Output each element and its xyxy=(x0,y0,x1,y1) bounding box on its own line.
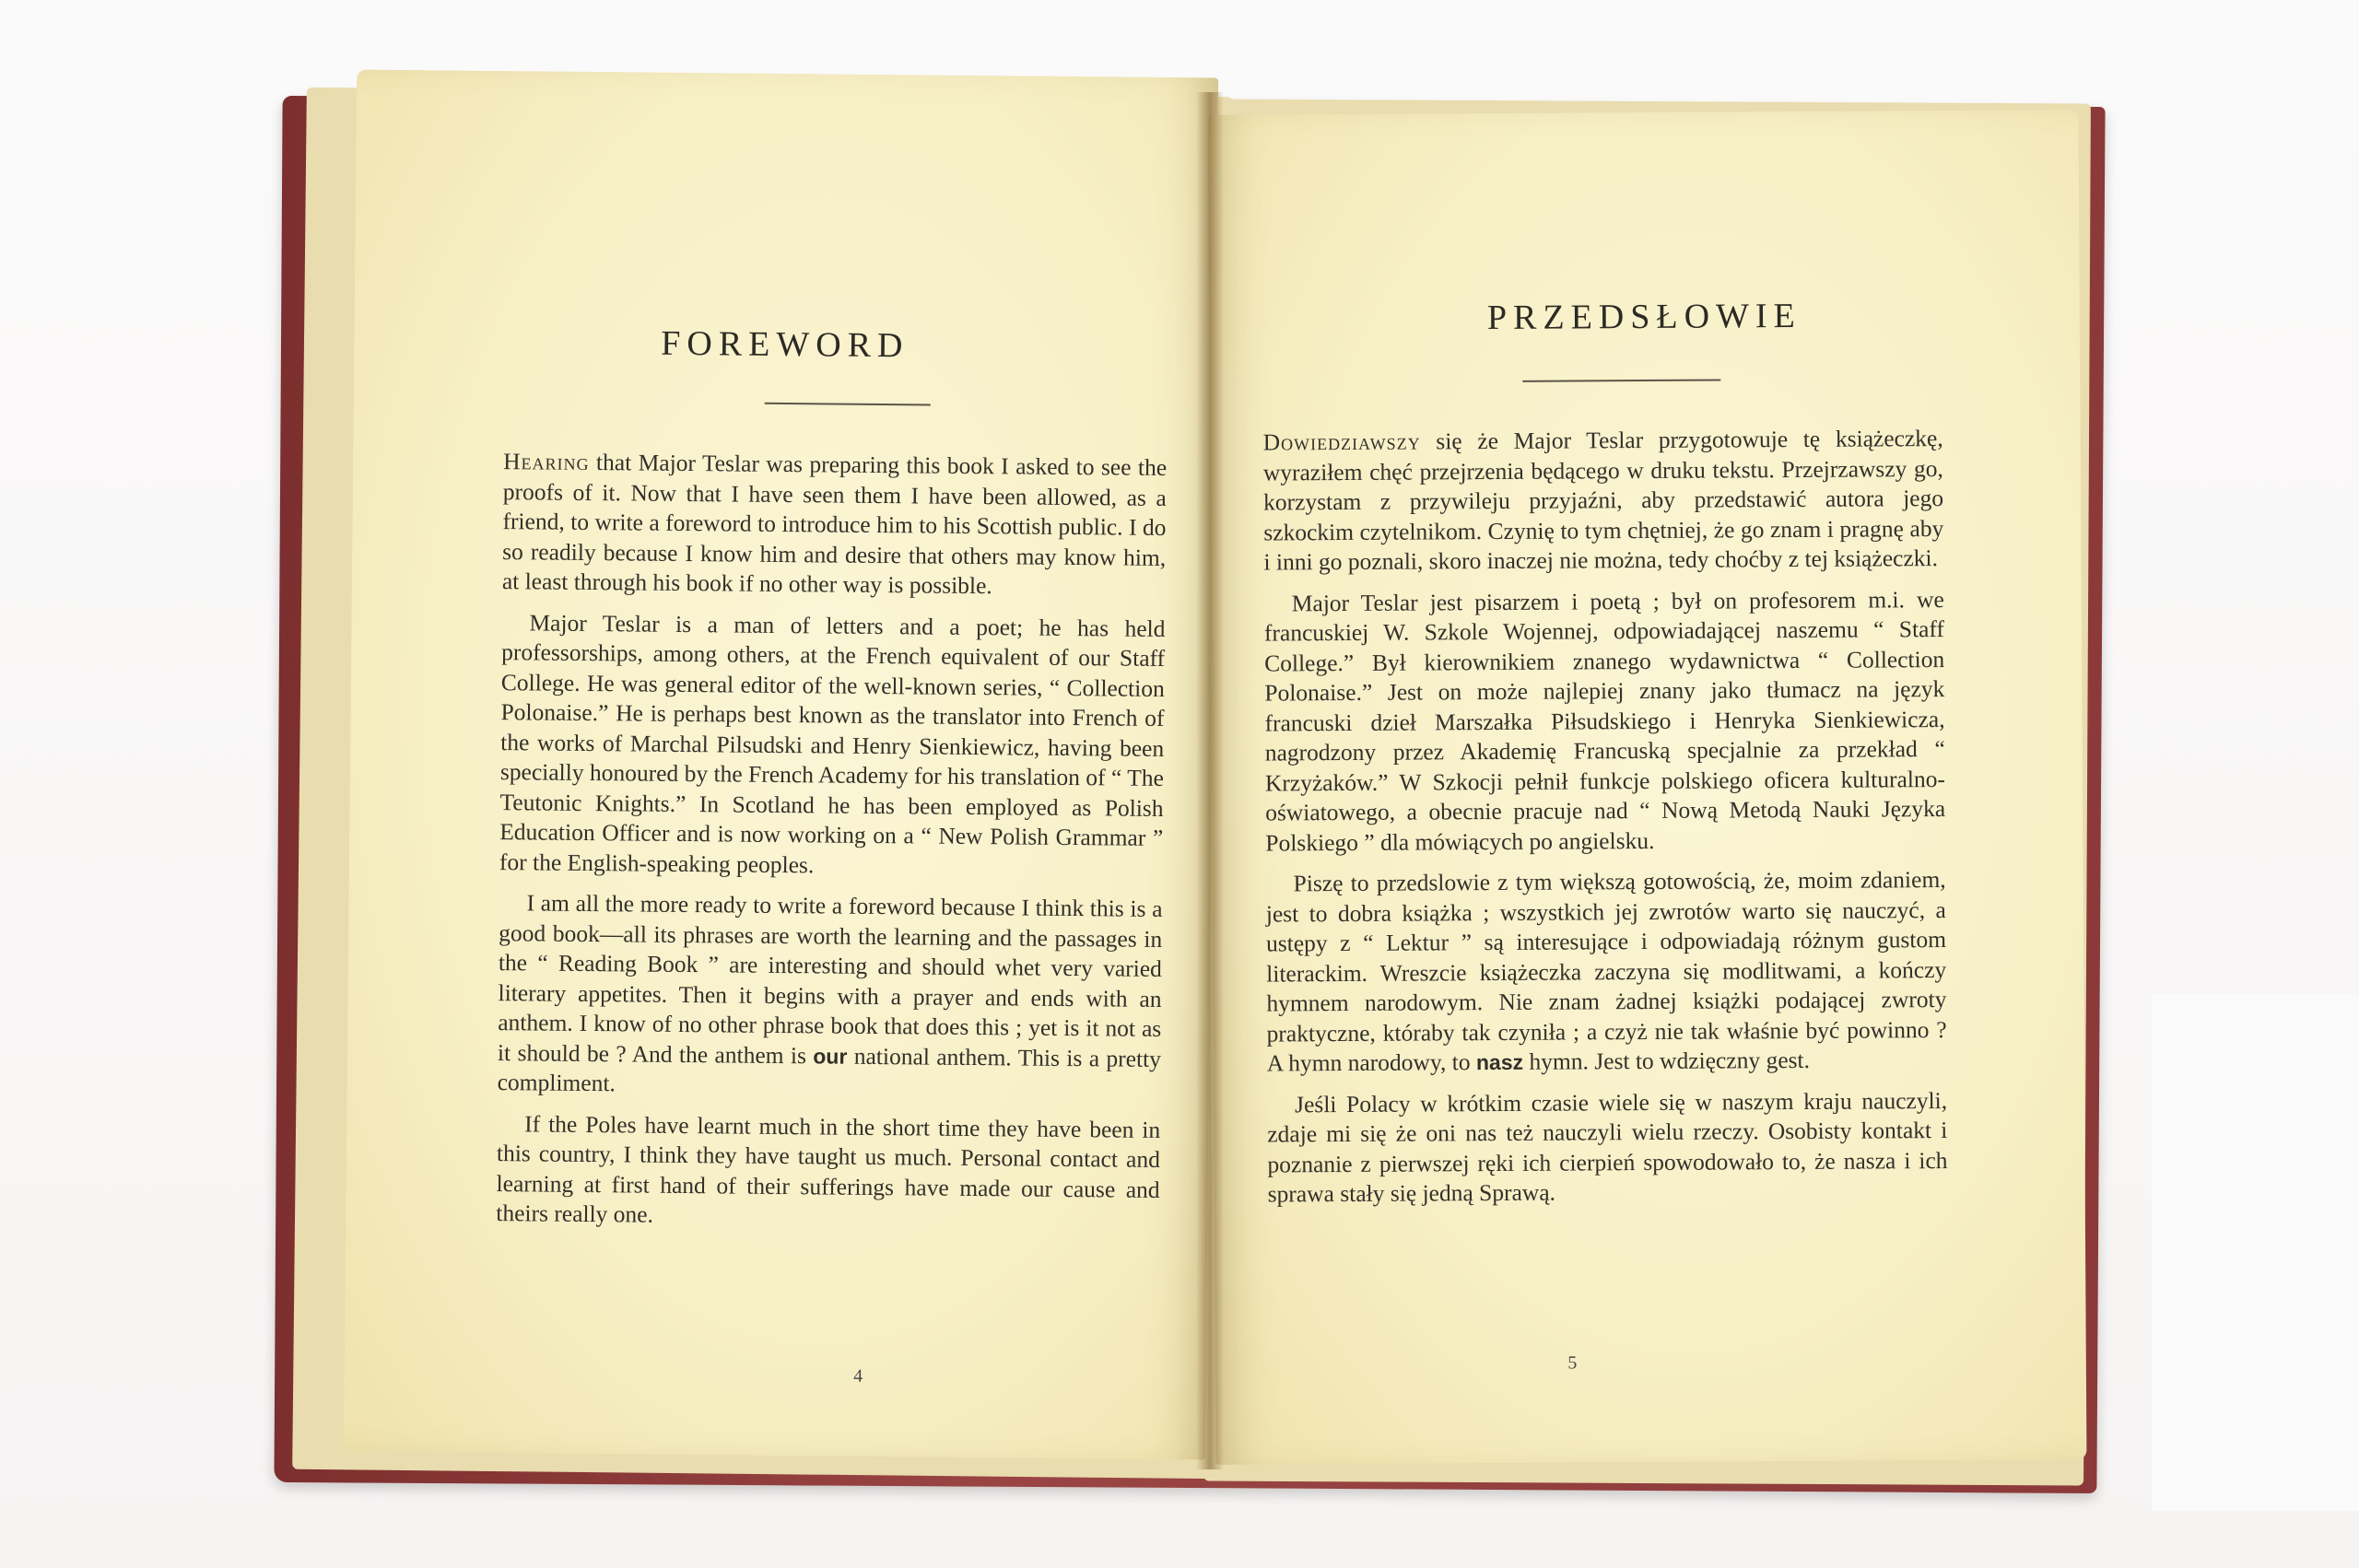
drop-lead: Dowiedziawszy xyxy=(1262,427,1421,456)
paragraph: Jeśli Polacy w krótkim czasie wiele się w naszym kraju nauczyli, zdaje mi się że oni nas też nauczyli wielu rzeczy. Osobisty kontakt i poznanie z pierwszej ręki ich cierpień spowodowało to, że nasza i ich sprawa stały się jedną Sprawą. xyxy=(1267,1086,1948,1208)
book-gutter xyxy=(1196,92,1224,1469)
left-page xyxy=(344,70,1218,1460)
paragraph-text: hymn. Jest to wdzięczny gest. xyxy=(1529,1046,1811,1075)
paragraph: Major Teslar jest pisarzem i poetą ; był on profesorem m.i. we francuskiej W. Szkole Wojennej, odpowiadającej naszemu “ Staff College.” Był kierownikiem znanego wydawnictwa “ Collection Polonaise.” Jest on może najlepiej znany jako tłumacz na język francuski dzieł Marszałka Piłsudskiego i Henryka Sienkiewicza, nagrodzony przez Akademię Francuską specjalnie za przekład “ Krzyżaków.” W Szkocji pełnił funkcje polskiego oficera kulturalno-oświatowego, a obecnie pracuje nad “ Nową Metodą Nauki Języka Polskiego ” dla mówiących po angielsku. xyxy=(1263,585,1946,857)
title-rule xyxy=(765,403,931,406)
paragraph-text: I am all the more ready to write a foreword because I think this is a good book—all its phrases are worth the learning and the passages in the “ Reading Book ” are interesting and should whet very varied literary appetites. Then it begins with a prayer and ends with an anthem. I know of no other phrase book that does this ; yet is it not as it should be ? And the anthem is xyxy=(497,889,1163,1069)
paragraph xyxy=(498,888,1163,1104)
body-text xyxy=(1263,424,1948,1221)
paragraph xyxy=(502,447,1168,603)
bold-word: nasz xyxy=(1475,1049,1524,1075)
paragraph: Major Teslar is a man of letters and a poet; he has held professorships, among others, at the French equivalent of our Staff College. He was general editor of the well-known series, “ Collection Polonaise.” He is perhaps best known as the translator into French of the works of Marchal Pilsudski and Henry Sienkiewicz, having been specially honoured by the French Academy for his translation of “ The Teutonic Knights.” In Scotland he has been employed as Polish Education Officer and is now working on a “ New Polish Grammar ” for the English-speaking peoples. xyxy=(499,608,1166,878)
paragraph xyxy=(1266,865,1947,1079)
page-title: FOREWORD xyxy=(661,323,910,366)
title-rule xyxy=(1522,380,1720,382)
paragraph-text: się że Major Teslar przygotowuje tę książeczkę, wyraziłem chęć przejrzenia będącego w druku tekstu. Przejrzawszy go, korzystam z przywileju przyjaźni, aby przedstawić autora jego szkockim czytelnikom. Czynię to tym chętniej, że go znam i pragnę aby i inni go poznali, skoro inaczej nie można, tedy choćby z tej książeczki. xyxy=(1262,425,1944,576)
page-number: 5 xyxy=(1567,1352,1578,1374)
paragraph-text: Piszę to przedslowie z tym większą gotowością, że, moim zdaniem, jest to dobra książka ; wszystkich jej zwrotów warto się nauczyć, a ustępy z “ Lektur ” są interesujące i odpowiadają różnym gustom literackim. Wreszcie książeczka zaczyna się modlitwami, a kończy hymnem narodowym. Nie znam żadnej książki podającej zwroty praktyczne, któraby tak czyniła ; a czyż nie tak właśnie być powinno ? A hymn narodowy, to xyxy=(1265,866,1947,1077)
paragraph-text: national anthem. This is a pretty compliment. xyxy=(497,1042,1162,1097)
paragraph xyxy=(1263,424,1944,578)
paragraph: If the Poles have learnt much in the short time they have been in this country, I think they have taught us much. Personal contact and learning at first hand of their sufferings have made our cause and theirs really one. xyxy=(496,1109,1161,1228)
body-text xyxy=(496,447,1167,1246)
bold-word: our xyxy=(813,1043,848,1069)
paragraph-text: that Major Teslar was preparing this book I asked to see the proofs of it. Now that I have seen them I have been allowed, as a friend, to write a foreword to introduce him to his Scottish public. I do so readily because I know him and desire that others may know him, at least through his book if no other way is possible. xyxy=(501,448,1168,600)
background-mark xyxy=(2152,995,2359,1511)
page-title: PRZEDSŁOWIE xyxy=(1486,296,1802,338)
page-number: 4 xyxy=(853,1365,863,1387)
right-page xyxy=(1208,110,2087,1465)
drop-lead: Hearing xyxy=(503,448,590,475)
